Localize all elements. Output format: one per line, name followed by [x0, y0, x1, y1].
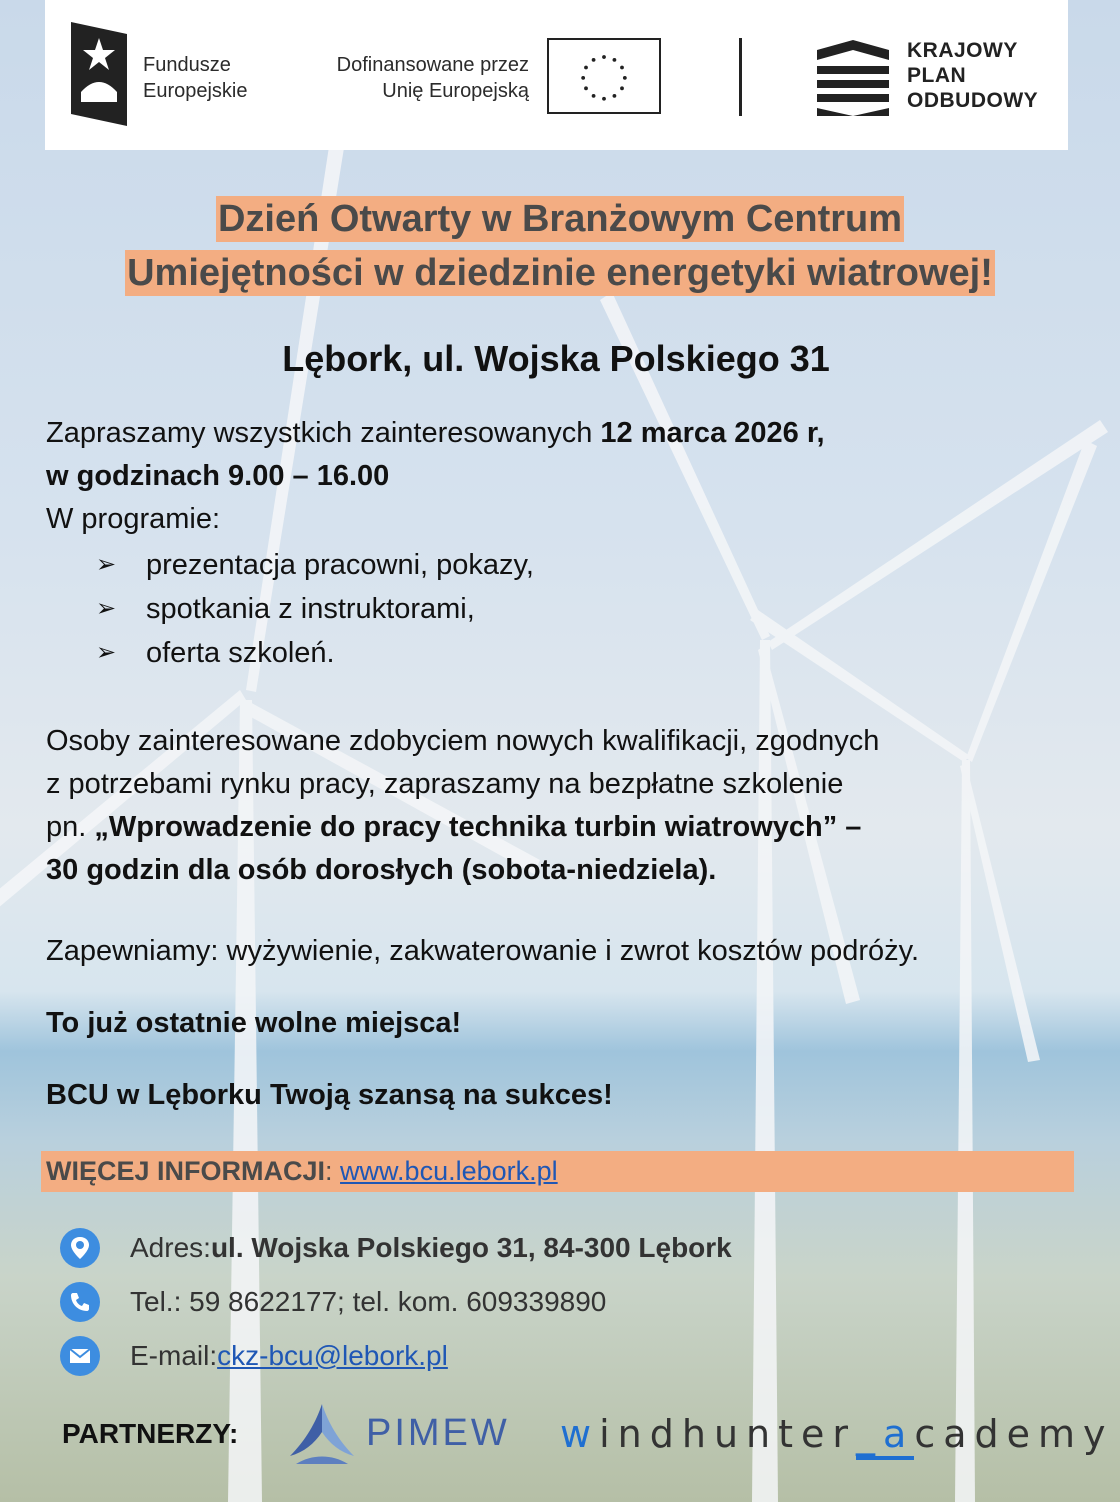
list-item: ➢ prezentacja pracowni, pokazy, [96, 543, 534, 587]
kpo-logo-icon [817, 40, 889, 116]
windhunter-academy-logo: windhunter_academy [560, 1412, 1114, 1456]
pimew-logo-text: PIMEW [366, 1412, 510, 1454]
header-logos [45, 0, 1068, 150]
location-pin-icon [60, 1228, 100, 1268]
program-list [96, 543, 534, 675]
course-description: Osoby zainteresowane zdobyciem nowych kwalifikacji, zgodnych z potrzebami rynku pracy, zapraszamy na bezpłatne szkolenie pn. „Wprowadzenie do pracy technika turbin wiatrowych” – 30 godzin dla osób dorosłych (sobota-niedziela). [46, 725, 880, 886]
logo-separator [739, 38, 742, 116]
list-item: ➢ spotkania z instruktorami, [96, 587, 534, 631]
email-icon [60, 1336, 100, 1376]
arrow-bullet-icon: ➢ [96, 639, 117, 666]
arrow-bullet-icon: ➢ [96, 551, 117, 578]
arrow-bullet-icon: ➢ [96, 595, 117, 622]
eu-funding-text: Dofinansowane przez Unię Europejską [336, 54, 529, 102]
email-link[interactable]: ckz-bcu@lebork.pl [217, 1340, 448, 1371]
fundusze-europejskie-text: Fundusze Europejskie [143, 54, 248, 102]
fundusze-europejskie-logo [71, 22, 127, 126]
title-line-1: Dzień Otwarty w Branżowym Centrum [217, 198, 903, 240]
contact-address: Adres: ul. Wojska Polskiego 31, 84-300 Lębork [60, 1228, 732, 1268]
title-line-2: Umiejętności w dziedzinie energetyki wiatrowej! [127, 252, 993, 294]
last-seats-notice: To już ostatnie wolne miejsca! [46, 1007, 462, 1039]
event-location: Lębork, ul. Wojska Polskiego 31 [282, 338, 830, 379]
more-info: WIĘCEJ INFORMACJI: www.bcu.lebork.pl [46, 1156, 558, 1186]
partners-label: PARTNERZY: [62, 1418, 239, 1449]
slogan: BCU w Lęborku Twoją szansą na sukces! [46, 1079, 613, 1111]
website-link[interactable]: www.bcu.lebork.pl [340, 1156, 558, 1186]
phone-icon [60, 1282, 100, 1322]
contact-phone: Tel.: 59 8622177; tel. kom. 609339890 [60, 1282, 606, 1322]
invitation-text: Zapraszamy wszystkich zainteresowanych 12 marca 2026 r, w godzinach 9.00 – 16.00 W programie: [46, 417, 825, 535]
list-item: ➢ oferta szkoleń. [96, 631, 534, 675]
provided-services: Zapewniamy: wyżywienie, zakwaterowanie i zwrot kosztów podróży. [46, 935, 920, 967]
kpo-text: KRAJOWY PLAN ODBUDOWY [907, 39, 1039, 112]
contact-email: E-mail: ckz-bcu@lebork.pl [60, 1336, 448, 1376]
eu-flag-icon [547, 38, 661, 114]
pimew-logo-icon [286, 1402, 358, 1466]
